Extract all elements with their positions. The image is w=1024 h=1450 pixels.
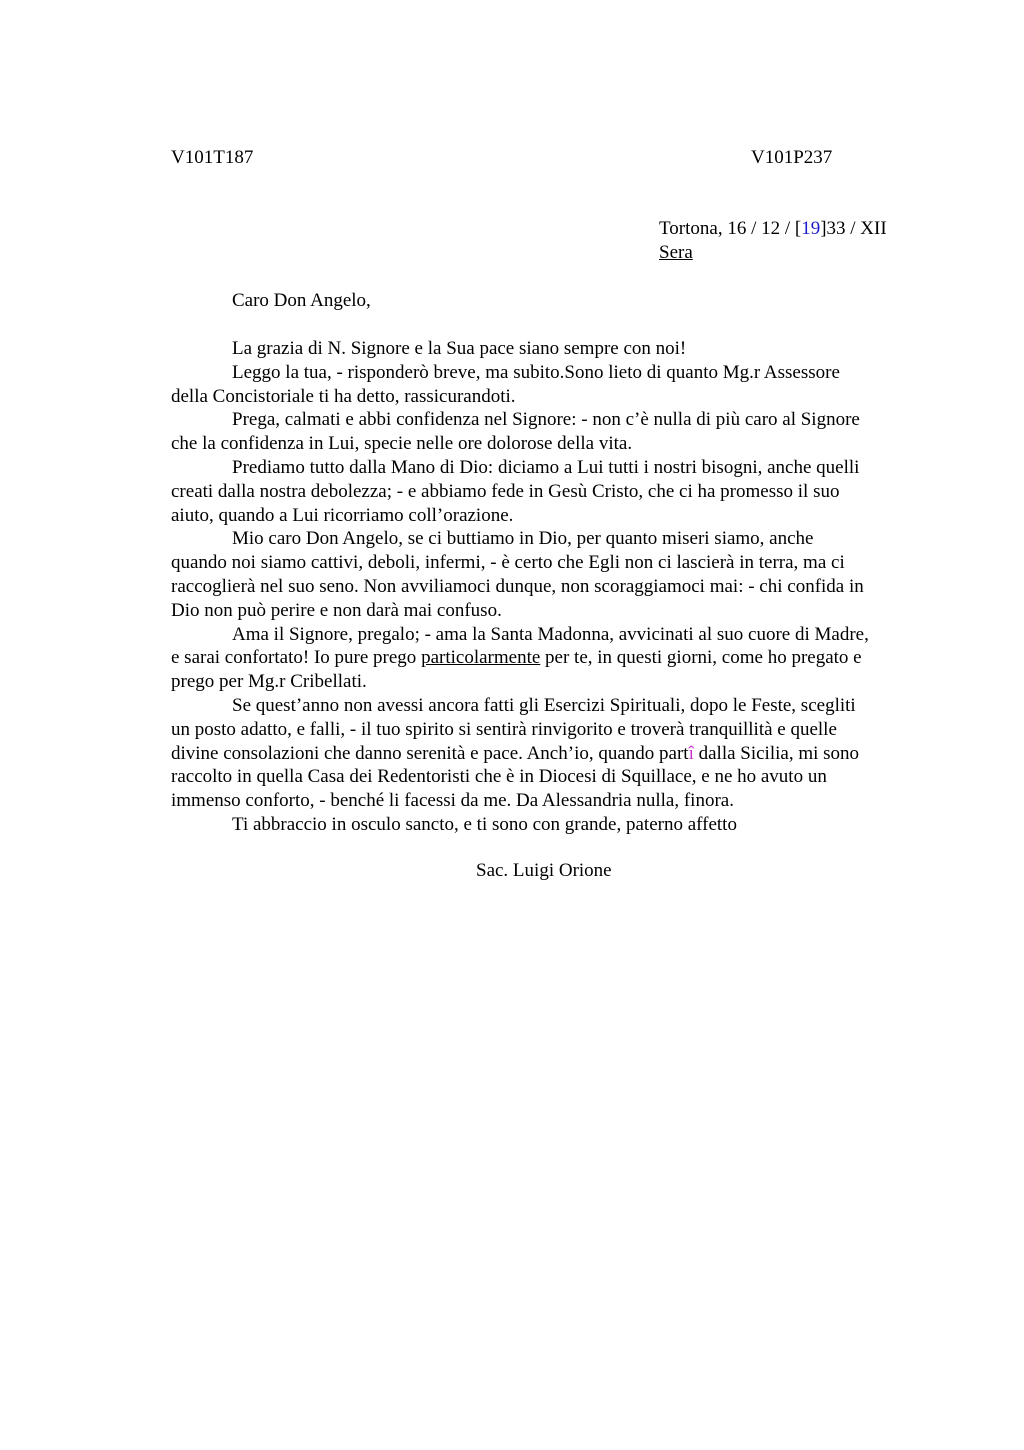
document-ref-right: V101P237 xyxy=(751,147,833,168)
paragraph-line: Se quest’anno non avessi ancora fatti gli Esercizi Spirituali, dopo le Feste, scegliti xyxy=(232,694,856,716)
paragraph-1 xyxy=(171,337,927,361)
paragraph-line: Dio non può perire e non darà mai confuso. xyxy=(171,599,502,621)
paragraph-line: creati dalla nostra debolezza; - e abbiamo fede in Gesù Cristo, che ci ha promesso il suo xyxy=(171,480,840,502)
dateline-year-rest: ]33 / XII xyxy=(820,218,887,239)
paragraph-8 xyxy=(171,813,927,837)
paragraph-line: raccoglierà nel suo seno. Non avviliamoci dunque, non scoraggiamoci mai: - chi confida in xyxy=(171,575,864,597)
paragraph-line: raccolto in quella Casa dei Redentoristi che è in Diocesi di Squillace, e ne ho avuto un xyxy=(171,766,827,788)
paragraph-line: che la confidenza in Lui, specie nelle ore dolorose della vita. xyxy=(171,433,633,455)
paragraph-2 xyxy=(171,361,927,409)
underlined-word: particolarmente xyxy=(421,647,541,669)
paragraph-line: quando noi siamo cattivi, deboli, infermi, - è certo che Egli non ci lascierà in terra, ma ci xyxy=(171,552,845,574)
paragraph-5 xyxy=(171,527,927,622)
dateline-year-insert: 19 xyxy=(801,218,821,239)
paragraph-line: della Concistoriale ti ha detto, rassicurandoti. xyxy=(171,385,516,407)
paragraph-line: per te, in questi giorni, come ho pregato e xyxy=(540,647,862,669)
paragraph-line: Prega, calmati e abbi confidenza nel Signore: - non c’è nulla di più caro al Signore xyxy=(232,409,860,431)
dateline-time: Sera xyxy=(659,242,693,263)
document-ref-left: V101T187 xyxy=(171,147,254,168)
paragraph-line: La grazia di N. Signore e la Sua pace siano sempre con noi! xyxy=(232,338,687,359)
paragraph-3 xyxy=(171,408,927,456)
signature: Sac. Luigi Orione xyxy=(476,860,612,881)
paragraph-line: immenso conforto, - benché li facessi da me. Da Alessandria nulla, finora. xyxy=(171,790,734,812)
dateline-place-date: Tortona, 16 / 12 / [ xyxy=(659,218,802,239)
paragraph-line: Prediamo tutto dalla Mano di Dio: diciamo a Lui tutti i nostri bisogni, anche quelli xyxy=(232,456,860,478)
paragraph-line: prego per Mg.r Cribellati. xyxy=(171,671,367,693)
paragraph-line: e sarai confortato! Io pure prego xyxy=(171,647,422,669)
paragraph-line: aiuto, quando a Lui ricorriamo coll’orazione. xyxy=(171,504,514,526)
paragraph-7 xyxy=(171,694,927,813)
paragraph-line: un posto adatto, e falli, - il tuo spirito si sentirà rinvigorito e troverà tranquillità e quelle xyxy=(171,718,837,740)
paragraph-4 xyxy=(171,456,927,527)
paragraph-line: Ama il Signore, pregalo; - ama la Santa Madonna, avvicinati al suo cuore di Madre, xyxy=(232,623,869,645)
paragraph-line: Ti abbraccio in osculo sancto, e ti sono con grande, paterno affetto xyxy=(232,813,737,835)
dateline xyxy=(659,217,887,241)
paragraph-line: Leggo la tua, - risponderò breve, ma subito.Sono lieto di quanto Mg.r Assessore xyxy=(232,361,840,383)
paragraph-line: Mio caro Don Angelo, se ci buttiamo in Dio, per quanto miseri siamo, anche xyxy=(232,528,814,550)
letter-body xyxy=(171,337,927,837)
salutation: Caro Don Angelo, xyxy=(232,290,371,311)
paragraph-line: dalla Sicilia, mi sono xyxy=(693,742,860,764)
paragraph-line: divine consolazioni che danno serenità e pace. Anch’io, quando part xyxy=(171,742,689,764)
editorial-mark: î xyxy=(688,742,694,764)
paragraph-6 xyxy=(171,623,927,694)
